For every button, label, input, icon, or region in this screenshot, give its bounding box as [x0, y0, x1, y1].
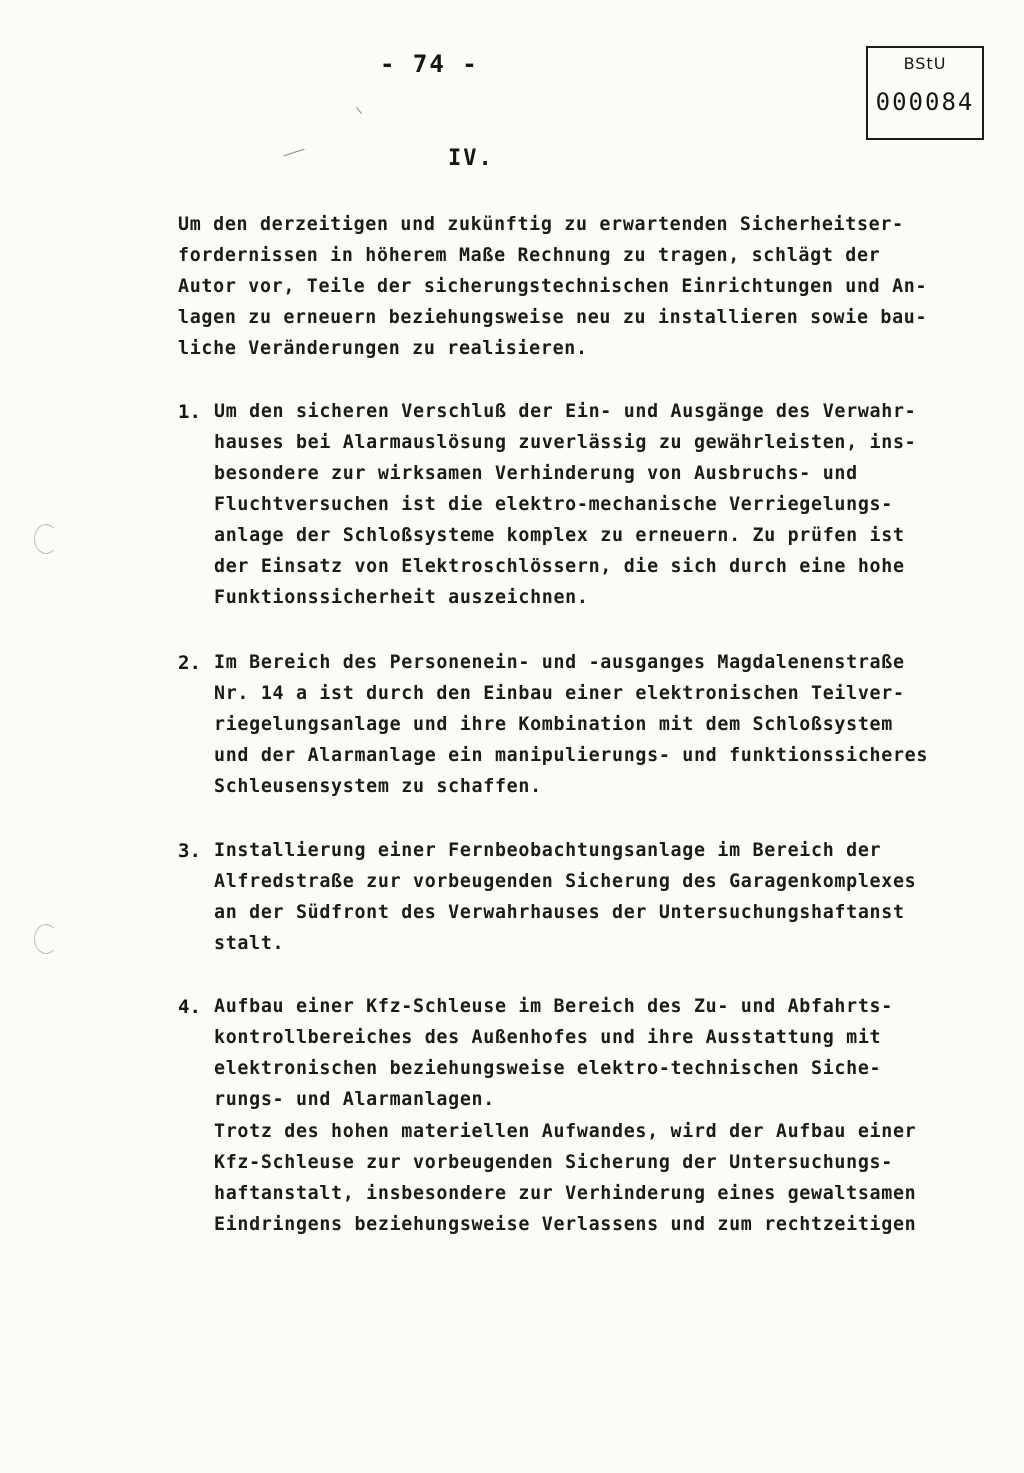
item-line: Schleusensystem zu schaffen.: [214, 776, 542, 797]
item-line: Eindringens beziehungsweise Verlassens und zum rechtzeitigen: [214, 1214, 917, 1235]
intro-line: Autor vor, Teile der sicherungstechnischen Einrichtungen und An-: [178, 276, 928, 297]
section-heading: IV.: [448, 146, 494, 171]
item-line: Trotz des hohen materiellen Aufwandes, wird der Aufbau einer: [214, 1121, 917, 1142]
item-line: haftanstalt, insbesondere zur Verhinderung eines gewaltsamen: [214, 1183, 917, 1204]
item-line: Funktionssicherheit auszeichnen.: [214, 587, 589, 608]
stamp-label: BStU: [903, 54, 947, 73]
item-line: kontrollbereiches des Außenhofes und ihre Ausstattung mit: [214, 1027, 882, 1048]
intro-line: Um den derzeitigen und zukünftig zu erwartenden Sicherheitser-: [178, 214, 904, 235]
item-line: riegelungsanlage und ihre Kombination mit dem Schloßsystem: [214, 714, 893, 735]
item-line: rungs- und Alarmanlagen.: [214, 1089, 495, 1110]
item-number: 3.: [178, 840, 201, 862]
item-line: Fluchtversuchen ist die elektro-mechanische Verriegelungs-: [214, 494, 893, 515]
pen-mark: [283, 149, 304, 157]
pen-mark: [356, 107, 362, 114]
item-line: Im Bereich des Personenein- und -ausganges Magdalenenstraße: [214, 652, 905, 673]
punch-hole-mark: [34, 924, 58, 954]
item-line: Nr. 14 a ist durch den Einbau einer elektronischen Teilver-: [214, 683, 905, 704]
item-line: hauses bei Alarmauslösung zuverlässig zu gewährleisten, ins-: [214, 432, 917, 453]
item-line: Alfredstraße zur vorbeugenden Sicherung des Garagenkomplexes: [214, 871, 917, 892]
punch-hole-mark: [34, 524, 58, 554]
intro-line: fordernissen in höherem Maße Rechnung zu tragen, schlägt der: [178, 245, 881, 266]
stamp-number: 000084: [875, 88, 975, 116]
item-line: Installierung einer Fernbeobachtungsanlage im Bereich der: [214, 840, 882, 861]
item-number: 4.: [178, 996, 201, 1018]
item-number: 1.: [178, 401, 201, 423]
item-line: elektronischen beziehungsweise elektro-technischen Siche-: [214, 1058, 882, 1079]
page-number: - 74 -: [380, 50, 479, 78]
item-line: und der Alarmanlage ein manipulierungs- und funktionssicheres: [214, 745, 929, 766]
intro-line: lagen zu erneuern beziehungsweise neu zu installieren sowie bau-: [178, 307, 928, 328]
item-line: an der Südfront des Verwahrhauses der Untersuchungshaftanst: [214, 902, 905, 923]
item-line: anlage der Schloßsysteme komplex zu erneuern. Zu prüfen ist: [214, 525, 905, 546]
item-line: Aufbau einer Kfz-Schleuse im Bereich des Zu- und Abfahrts-: [214, 996, 893, 1017]
archive-stamp: [866, 46, 984, 140]
item-line: der Einsatz von Elektroschlössern, die sich durch eine hohe: [214, 556, 905, 577]
item-number: 2.: [178, 652, 201, 674]
intro-line: liche Veränderungen zu realisieren.: [178, 338, 588, 359]
item-line: Kfz-Schleuse zur vorbeugenden Sicherung der Untersuchungs-: [214, 1152, 893, 1173]
item-line: besondere zur wirksamen Verhinderung von Ausbruchs- und: [214, 463, 858, 484]
item-line: Um den sicheren Verschluß der Ein- und Ausgänge des Verwahr-: [214, 401, 917, 422]
item-line: stalt.: [214, 933, 285, 954]
